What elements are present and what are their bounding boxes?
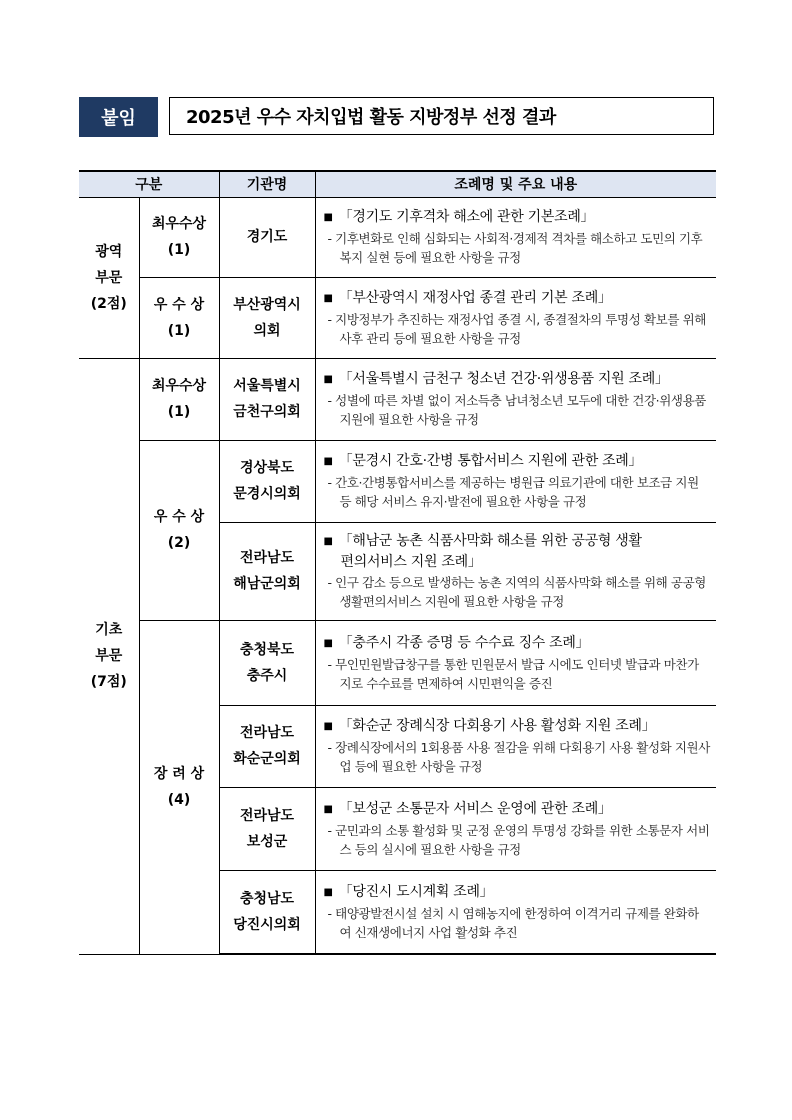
ordinance-title: ■ 「충주시 각종 증명 등 수수료 징수 조례」 [323, 634, 590, 651]
ordinance-content [315, 197, 716, 277]
table-row [79, 358, 716, 440]
ordinance-content [315, 522, 716, 620]
ordinance-content [315, 705, 716, 787]
title-text: 2025년 우수 자치입법 활동 지방정부 선정 결과 [186, 107, 556, 128]
ordinance-title: ■ 「당진시 도시계획 조례」 [323, 883, 494, 900]
agency-name: 경상북도 문경시의회 [219, 440, 315, 522]
ordinance-title: ■ 「화순군 장례식장 다회용기 사용 활성화 지원 조례」 [323, 718, 656, 734]
attachment-badge: 붙임 [79, 97, 158, 137]
table-row [79, 440, 716, 522]
award-excellence: 우 수 상 (1) [139, 277, 219, 358]
table-header-row [79, 171, 716, 197]
table-row [79, 277, 716, 358]
award-excellence: 우 수 상 (2) [139, 440, 219, 620]
header-content: 조례명 및 주요 내용 [315, 171, 716, 197]
ordinance-description: - 기후변화로 인해 심화되는 사회적·경제적 격차를 해소하고 도민의 기후복지 실현 등에 필요한 사항을 규정 [327, 231, 703, 265]
agency-name: 충청남도 당진시의회 [219, 870, 315, 954]
page-title [169, 97, 714, 135]
ordinance-content [315, 870, 716, 954]
ordinance-content [315, 620, 716, 705]
agency-name: 전라남도 화순군의회 [219, 705, 315, 787]
agency-name: 서울특별시 금천구의회 [219, 358, 315, 440]
ordinance-description: - 성별에 따른 차별 없이 저소득층 남녀청소년 모두에 대한 건강·위생용품 지원에 필요한 사항을 규정 [327, 393, 706, 427]
selection-results-table [79, 170, 716, 955]
ordinance-title: ■ 「해남군 농촌 식품사막화 해소를 위한 공공형 생활 편의서비스 지원 조례」 [323, 533, 642, 570]
table-row [79, 197, 716, 277]
ordinance-description: - 간호·간병통합서비스를 제공하는 병원급 의료기관에 대한 보조금 지원 등 해당 서비스 유지·발전에 필요한 사항을 규정 [327, 475, 699, 509]
ordinance-content [315, 358, 716, 440]
ordinance-content [315, 440, 716, 522]
ordinance-description: - 군민과의 소통 활성화 및 군정 운영의 투명성 강화를 위한 소통문자 서비스 등의 실시에 필요한 사항을 규정 [327, 822, 710, 857]
agency-name: 경기도 [219, 197, 315, 277]
group-basic: 기초 부문 (7점) [79, 358, 139, 954]
header-category: 구분 [79, 171, 219, 197]
header-agency: 기관명 [219, 171, 315, 197]
ordinance-description: - 인구 감소 등으로 발생하는 농촌 지역의 식품사막화 해소를 위해 공공형 생활편의서비스 지원에 필요한 사항을 규정 [327, 575, 706, 609]
ordinance-description: - 지방정부가 추진하는 재정사업 종결 시, 종결절차의 투명성 확보를 위해 사후 관리 등에 필요한 사항을 규정 [327, 311, 706, 346]
award-encouragement: 장 려 상 (4) [139, 620, 219, 954]
agency-name: 전라남도 보성군 [219, 787, 315, 870]
ordinance-content [315, 787, 716, 870]
agency-name: 부산광역시 의회 [219, 277, 315, 358]
ordinance-description: - 무인민원발급창구를 통한 민원문서 발급 시에도 인터넷 발급과 마찬가지로 수수료를 면제하여 시민편익을 증진 [327, 656, 699, 691]
ordinance-title: ■ 「문경시 간호·간병 통합서비스 지원에 관한 조례」 [323, 453, 643, 469]
ordinance-title: ■ 「경기도 기후격차 해소에 관한 기본조례」 [323, 209, 595, 225]
table-row [79, 620, 716, 705]
ordinance-title: ■ 「부산광역시 재정사업 종결 관리 기본 조례」 [323, 289, 612, 306]
ordinance-content [315, 277, 716, 358]
ordinance-description: - 태양광발전시설 설치 시 염해농지에 한정하여 이격거리 규제를 완화하여 신재생에너지 사업 활성화 추진 [327, 905, 699, 940]
award-grand-prize: 최우수상 (1) [139, 197, 219, 277]
group-metropolitan: 광역 부문 (2점) [79, 197, 139, 358]
ordinance-title: ■ 「보성군 소통문자 서비스 운영에 관한 조례」 [323, 800, 612, 817]
ordinance-title: ■ 「서울특별시 금천구 청소년 건강·위생용품 지원 조례」 [323, 371, 669, 387]
agency-name: 충청북도 충주시 [219, 620, 315, 705]
agency-name: 전라남도 해남군의회 [219, 522, 315, 620]
award-grand-prize: 최우수상 (1) [139, 358, 219, 440]
ordinance-description: - 장례식장에서의 1회용품 사용 절감을 위해 다회용기 사용 활성화 지원사업 등에 필요한 사항을 규정 [327, 740, 710, 774]
